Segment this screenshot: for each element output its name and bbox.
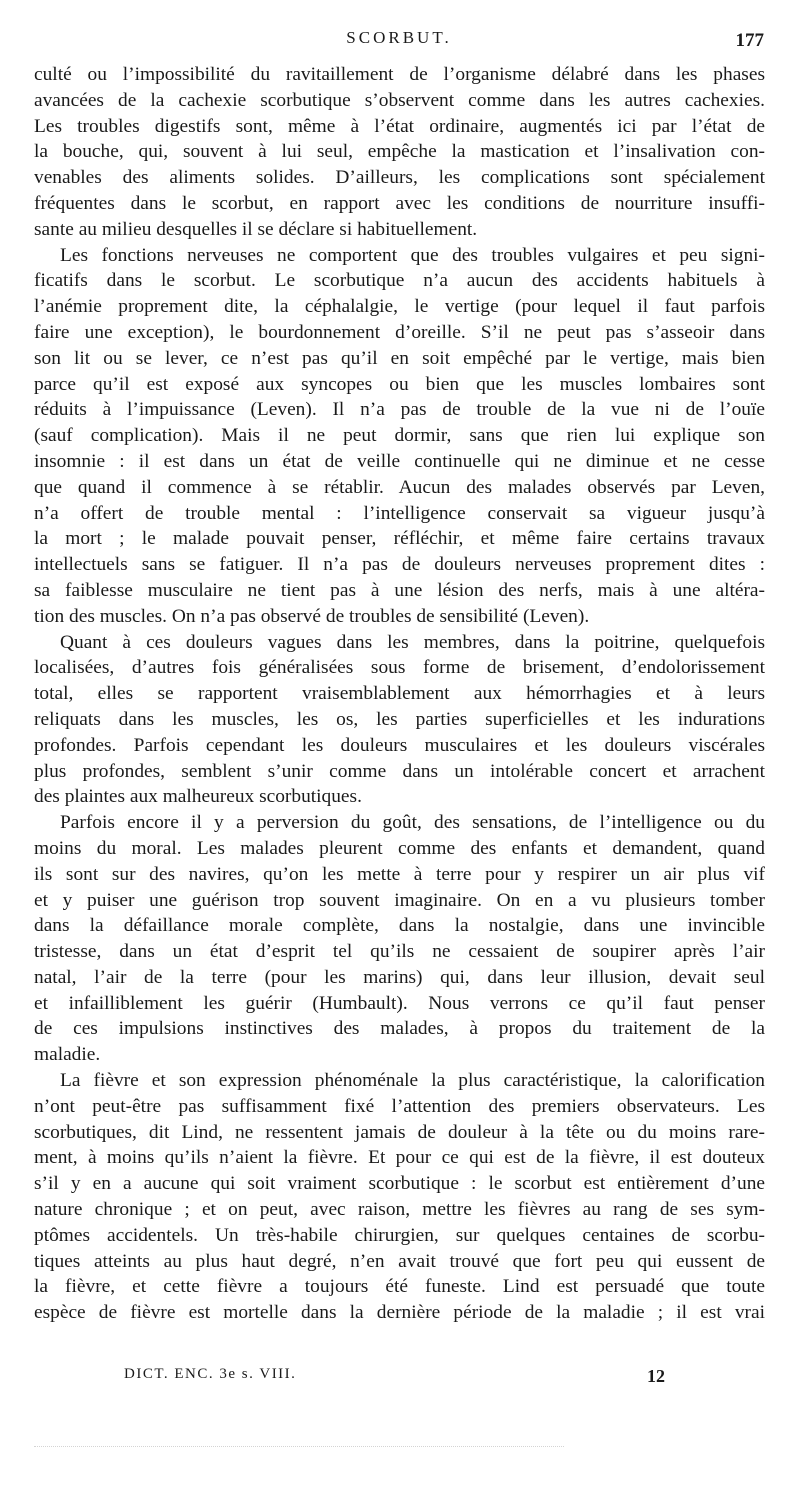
text-line: localisées, d’autres fois généralisées sous forme de brisement, d’endolorissement [34, 657, 765, 679]
body-text [34, 62, 765, 1326]
text-line: La fièvre et son expression phénoménale la plus caractéristique, la calorification [60, 1070, 765, 1092]
text-line: son lit ou se lever, ce n’est pas qu’il en soit empêché par le vertige, mais bien [34, 347, 765, 369]
paragraph [34, 62, 765, 243]
scan-specks [34, 1446, 564, 1451]
running-title: SCORBUT. [346, 28, 452, 47]
text-line: insomnie : il est dans un état de veille continuelle qui ne diminue et ne cesse [34, 450, 765, 472]
text-line: profondes. Parfois cependant les douleurs musculaires et les douleurs viscérales [34, 734, 765, 756]
text-line: n’ont peut-être pas suffisamment fixé l’attention des premiers observateurs. Les [34, 1095, 765, 1117]
text-line: plus profondes, semblent s’unir comme dans un intolérable concert et arrachent [34, 760, 765, 782]
text-line: fréquentes dans le scorbut, en rapport avec les conditions de nourriture insuffi- [34, 192, 765, 214]
text-line: (sauf complication). Mais il ne peut dormir, sans que rien lui explique son [34, 425, 765, 447]
text-line: reliquats dans les muscles, les os, les parties superficielles et les indurations [34, 708, 765, 730]
paragraph [34, 630, 765, 811]
text-line: culté ou l’impossibilité du ravitaillement de l’organisme délabré dans les phases [34, 64, 765, 85]
text-line: la fièvre, et cette fièvre a toujours été funeste. Lind est persuadé que toute [34, 1276, 765, 1298]
paragraph [34, 243, 765, 630]
text-line: scorbutiques, dit Lind, ne ressentent jamais de douleur à la tête ou du moins rare- [34, 1121, 765, 1143]
page-footer [124, 1366, 800, 1390]
text-line: sa faiblesse musculaire ne tient pas à une lésion des nerfs, mais à une altéra- [34, 579, 765, 601]
text-line: Les fonctions nerveuses ne comportent que des troubles vulgaires et peu signi- [60, 244, 765, 266]
text-line: espèce de fièvre est mortelle dans la dernière période de la maladie ; il est vrai [34, 1302, 765, 1324]
text-line: et y puiser une guérison trop souvent imaginaire. On en a vu plusieurs tomber [34, 889, 765, 911]
text-line: la mort ; le malade pouvait penser, réfléchir, et même faire certains travaux [34, 528, 765, 550]
text-line: Parfois encore il y a perversion du goût, des sensations, de l’intelligence ou du [60, 812, 765, 834]
text-line: nature chronique ; et on peut, avec raison, mettre les fièvres au rang de ses sym- [34, 1199, 765, 1221]
text-line: dans la défaillance morale complète, dans la nostalgie, dans une invincible [34, 915, 765, 937]
text-line: n’a offert de trouble mental : l’intelligence conservait sa vigueur jusqu’à [34, 502, 765, 524]
text-line: intellectuels sans se fatiguer. Il n’a pas de douleurs nerveuses proprement dites : [34, 554, 765, 576]
text-line: et infailliblement les guérir (Humbault). Nous verrons ce qu’il faut penser [34, 992, 765, 1014]
text-line: Quant à ces douleurs vagues dans les membres, dans la poitrine, quelquefois [60, 631, 765, 653]
text-line: moins du moral. Les malades pleurent comme des enfants et demandent, quand [34, 837, 765, 859]
paragraph [34, 810, 765, 1068]
printer-signature: DICT. ENC. 3e s. VIII. [124, 1366, 297, 1382]
text-line: des plaintes aux malheureux scorbutiques. [34, 786, 362, 808]
text-line: tristesse, dans un état d’esprit tel qu’ils ne cessaient de soupirer après l’air [34, 941, 765, 963]
text-line: tiques atteints au plus haut degré, n’en avait trouvé que fort peu qui eussent de [34, 1250, 765, 1272]
text-line: tion des muscles. On n’a pas observé de troubles de sensibilité (Leven). [34, 605, 590, 627]
text-line: la bouche, qui, souvent à lui seul, empêche la mastication et l’insalivation con- [34, 141, 765, 163]
text-line: total, elles se rapportent vraisemblablement aux hémorrhagies et à leurs [34, 683, 765, 705]
text-line: ils sont sur des navires, qu’on les mette à terre pour y respirer un air plus vif [34, 863, 765, 885]
text-line: natal, l’air de la terre (pour les marins) qui, dans leur illusion, devait seul [34, 966, 765, 988]
text-line: Les troubles digestifs sont, même à l’état ordinaire, augmentés ici par l’état de [34, 115, 765, 137]
text-line: avancées de la cachexie scorbutique s’observent comme dans les autres cachexies. [34, 89, 765, 111]
text-line: faire une exception), le bourdonnement d’oreille. S’il ne peut pas s’asseoir dans [34, 321, 765, 343]
text-line: réduits à l’impuissance (Leven). Il n’a pas de trouble de la vue ni de l’ouïe [34, 399, 765, 421]
text-line: sante au milieu desquelles il se déclare si habituellement. [34, 218, 478, 240]
text-line: ptômes accidentels. Un très-habile chirurgien, sur quelques centaines de scorbu- [34, 1224, 765, 1246]
page-number: 177 [735, 30, 764, 51]
text-line: ment, à moins qu’ils n’aient la fièvre. Et pour ce qui est de la fièvre, il est douteux [34, 1147, 765, 1169]
paragraph [34, 1068, 765, 1326]
running-header [34, 28, 764, 58]
text-line: parce qu’il est exposé aux syncopes ou bien que les muscles lombaires sont [34, 373, 765, 395]
text-line: ficatifs dans le scorbut. Le scorbutique n’a aucun des accidents habituels à [34, 270, 765, 292]
signature-number: 12 [647, 1366, 665, 1386]
text-line: de ces impulsions instinctives des malades, à propos du traitement de la [34, 1018, 765, 1040]
text-line: maladie. [34, 1044, 101, 1066]
text-line: que quand il commence à se rétablir. Aucun des malades observés par Leven, [34, 476, 765, 498]
text-line: s’il y en a aucune qui soit vraiment scorbutique : le scorbut est entièrement d’une [34, 1173, 765, 1195]
text-line: l’anémie proprement dite, la céphalalgie, le vertige (pour lequel il faut parfois [34, 296, 765, 318]
text-line: venables des aliments solides. D’ailleurs, les complications sont spécialement [34, 167, 765, 189]
